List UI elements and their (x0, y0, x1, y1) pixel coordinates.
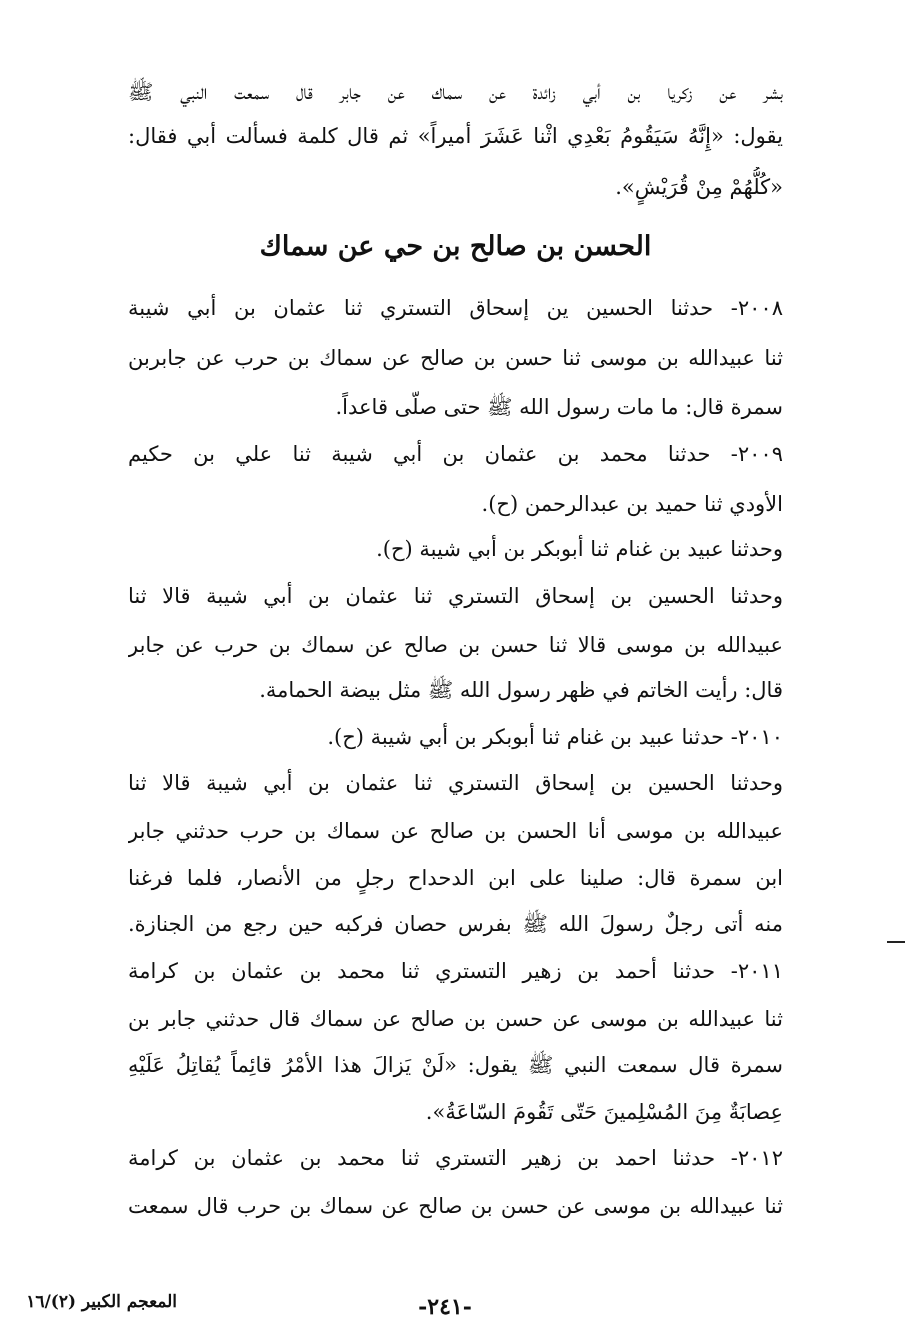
text-line: ثنا عبيدالله بن موسى عن حسن بن صالح عن سماك بن حرب قال سمعت (128, 1194, 783, 1218)
hadith-2010-line: ٢٠١٠- حدثنا عبيد بن غنام ثنا أبوبكر بن أبي شيبة (ح). (327, 725, 783, 749)
hadith-2009-line: ٢٠٠٩- حدثنا محمد بن عثمان بن أبي شيبة ثنا علي بن حكيم (128, 442, 783, 466)
text-line: منه أتى رجلٌ رسولَ الله ﷺ بفرس حصان فركبه حين رجع من الجنازة. (128, 912, 783, 936)
text-line: وحدثنا عبيد بن غنام ثنا أبوبكر بن أبي شيبة (ح). (376, 537, 783, 561)
text-line: قال: رأيت الخاتم في ظهر رسول الله ﷺ مثل بيضة الحمامة. (259, 678, 783, 702)
text-line: وحدثنا الحسين بن إسحاق التستري ثنا عثمان بن أبي شيبة قالا ثنا (128, 771, 783, 795)
text-line: ثنا عبيدالله بن موسى عن حسن بن صالح عن سماك قال حدثني جابر بن (128, 1007, 783, 1031)
hadith-2008-line: ٢٠٠٨- حدثنا الحسين ين إسحاق التستري ثنا عثمان بن أبي شيبة (128, 296, 783, 320)
footer-book-title: المعجم الكبير (٢)/١٦ (26, 1292, 177, 1312)
text-line: يقول: «إِنَّهُ سَيَقُومُ بَعْدِي اثْنا عَشَرَ أميراً» ثم قال كلمة فسألت أبي فقال: (128, 124, 783, 148)
hadith-2011-line: ٢٠١١- حدثنا أحمد بن زهير التستري ثنا محمد بن عثمان بن كرامة (128, 959, 783, 983)
text-line: عِصابَةٌ مِنَ المُسْلِمينَ حَتّى تَقُومَ السّاعَةُ». (425, 1100, 783, 1124)
page-number: -٢٤١- (418, 1294, 472, 1320)
text-line: سمرة قال سمعت النبي ﷺ يقول: «لَنْ يَزالَ هذا الأمْرُ قائِماً يُقاتِلُ عَلَيْهِ (128, 1053, 783, 1077)
text-line: سمرة قال: ما مات رسول الله ﷺ حتى صلّى قاعداً. (335, 395, 783, 419)
section-heading: الحسن بن صالح بن حي عن سماك (259, 231, 652, 262)
hadith-2012-line: ٢٠١٢- حدثنا احمد بن زهير التستري ثنا محمد بن عثمان بن كرامة (128, 1146, 783, 1170)
text-line: ابن سمرة قال: صلينا على ابن الدحداح رجلٍ من الأنصار، فلما فرغنا (128, 866, 783, 890)
text-line: عبيدالله بن موسى أنا الحسن بن صالح عن سماك بن حرب حدثني جابر (128, 819, 783, 843)
text-line: بشر عن زكريا بن أبي زائدة عن سماك عن جابر قال سمعت النبي ﷺ (128, 80, 783, 104)
text-line: «كُلُّهُمْ مِنْ قُرَيْشٍ». (615, 175, 783, 199)
text-line: ثنا عبيدالله بن موسى ثنا حسن بن صالح عن سماك بن حرب عن جابربن (128, 346, 783, 370)
margin-mark (887, 941, 905, 943)
text-line: وحدثنا الحسين بن إسحاق التستري ثنا عثمان بن أبي شيبة قالا ثنا (128, 584, 783, 608)
text-line: عبيدالله بن موسى قالا ثنا حسن بن صالح عن سماك بن حرب عن جابر (128, 633, 783, 657)
text-line: الأودي ثنا حميد بن عبدالرحمن (ح). (481, 492, 783, 516)
